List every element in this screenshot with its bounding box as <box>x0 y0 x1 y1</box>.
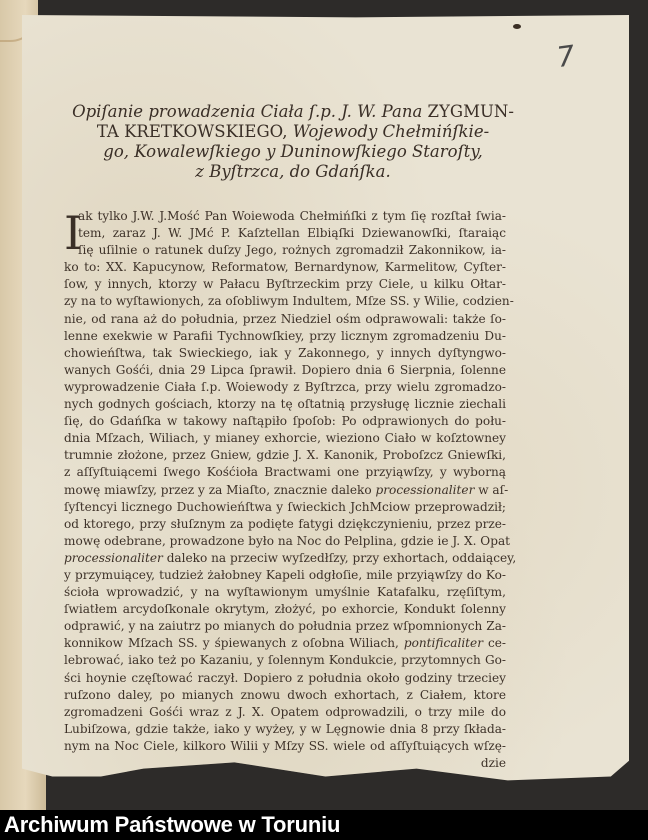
body-line <box>64 687 506 704</box>
page-number: 7 <box>554 38 578 75</box>
body-line <box>64 738 506 755</box>
title-line1-italic: Opiſanie prowadzenia Ciała ſ.p. J. W. Pana <box>72 102 423 121</box>
body-line <box>64 345 506 362</box>
body-line <box>64 413 506 430</box>
text-segment: odprawić, y na zaiutrz po mianych do południa przez wſpomnionych Za- <box>64 619 506 634</box>
catchword: dzie <box>480 756 506 770</box>
body-line <box>64 635 506 652</box>
text-segment: z aſſyſtuiącemi ſwego Kośćioła Bractwami one przyiąwſzy, y wyborną <box>64 465 506 480</box>
text-segment: ſię uſilnie o ratunek duſzy Jego, rożnych zgromadził Zakonnikow, ia- <box>78 243 506 258</box>
text-segment: ſyſtencyi licznego Duchowieńſtwa y ſwieckich JchMciow przeprowadził; <box>64 499 506 514</box>
text-segment: chowieńſtwa, tak Swieckiego, iak y Zakonnego, y innych dyſtyngwo- <box>64 345 506 360</box>
body-line <box>64 482 509 499</box>
text-segment: ſow, y innych, ktorzy w Pałacu Byſtrzeckim przy Ciele, u kilku Ołtar- <box>64 277 506 292</box>
latin-term: processionaliter <box>375 482 475 497</box>
body-line <box>64 516 506 533</box>
ink-spot <box>513 24 521 29</box>
title-line2-caps: TA KRETKOWSKIEGO, <box>96 122 293 141</box>
body-line <box>64 499 506 516</box>
text-segment: ſwiatłem arcydoſkonale okrytym, złożyć, po exhorcie, Kondukt ſolenny <box>64 602 506 617</box>
body-line <box>64 618 506 635</box>
text-segment: wyprowadzenie Ciała ſ.p. Woiewody z Byſtrzca, przy wielu zgromadzo- <box>64 379 506 394</box>
drop-cap: I <box>64 206 83 260</box>
text-segment: ko to: XX. Kapucynow, Reformatow, Bernardynow, Karmelitow, Cyſter- <box>64 260 506 275</box>
text-segment: zgromadzeni Gośći wraz z J. X. Opatem odprowadzili, o trzy mile do <box>64 704 506 719</box>
text-segment: wanych Gośći, dnia 29 Lipca ſprawił. Dopiero dnia 6 Sierpnia, ſolenne <box>64 362 506 377</box>
body-line <box>64 652 506 669</box>
title-line1-caps: ZYGMUN- <box>422 102 514 121</box>
body-line <box>64 670 506 687</box>
body-line <box>64 464 506 481</box>
text-segment: od ktorego, przy słuſznym za podięte fatygi dziękczynieniu, przez prze- <box>64 516 506 531</box>
body-line <box>64 550 517 567</box>
latin-term: processionaliter <box>64 550 163 565</box>
body-line <box>64 584 506 601</box>
text-segment: konnikow Mſzach SS. y śpiewanych z oſobna Wiliach, <box>64 636 404 651</box>
body-line <box>64 704 506 721</box>
body-line <box>64 447 506 464</box>
body-line <box>64 379 506 396</box>
archive-footer <box>0 810 648 840</box>
body-line <box>64 396 506 413</box>
text-segment: nie, od rana aż do południa, przez Niedziel ośm odprawowali: także ſo- <box>64 311 506 326</box>
body-line <box>64 362 506 379</box>
text-segment: w aſ- <box>474 482 509 497</box>
title-line4: z Byſtrzca, do Gdańſka. <box>195 162 391 181</box>
body-line <box>64 533 511 550</box>
text-segment: lebrować, iako też po Kazaniu, y ſolennym Kondukcie, przytomnych Go- <box>64 653 506 668</box>
body-line <box>64 242 506 259</box>
text-segment: nym na Noc Ciele, kilkoro Wilii y Mſzy SS. wiele od aſſyſtuiących wſzę- <box>64 738 506 753</box>
text-segment: ſię, do Gdańſka w takowy naſtąpiło ſpoſob: Po odprawionych do połu- <box>64 414 506 429</box>
text-segment: ści hoynie częſtować raczył. Dopiero z południa około godziny trzeciey <box>64 670 506 685</box>
text-segment: y przymuiącey, tudzież żałobney Kapeli odgłoſie, mile przyiąwſzy do Ko- <box>64 567 506 582</box>
body-line <box>64 208 506 225</box>
scan-background <box>38 0 648 18</box>
text-segment: ścioła wprowadzić, y na wyſtawionym umyślnie Katafalku, rzęſiſtym, <box>64 585 506 600</box>
text-segment: trumnie złożone, przez Gniew, gdzie J. X. Kanonik, Proboſzcz Gniewſki, <box>64 448 506 463</box>
text-segment: Lubiſzowa, gdzie także, iako y wyżey, y w Lęgnowie dnia 8 przy ſkłada- <box>64 721 506 736</box>
body-line <box>64 259 506 276</box>
body-text <box>64 208 517 772</box>
text-segment: mowę miawſzy, przez y za Miaſto, znacznie daleko <box>64 482 376 497</box>
body-line <box>64 601 506 618</box>
body-line <box>64 293 514 310</box>
body-line <box>64 721 506 738</box>
document-title <box>58 102 528 182</box>
archive-name: Archiwum Państwowe w Toruniu <box>4 812 341 837</box>
body-line <box>64 567 506 584</box>
body-line <box>64 225 506 242</box>
text-segment: zy na to wyſtawionych, za oſobliwym Indultem, Mſze SS. y Wilie, codzien- <box>64 294 514 309</box>
body-line <box>64 430 506 447</box>
text-segment: dnia Mſzach, Wiliach, y mianey exhorcie, wieziono Ciało w koſztowney <box>64 431 506 446</box>
body-line <box>64 328 506 345</box>
text-segment: daleko na przeciw wyſzedłſzy, przy exhortach, oddaiącey, <box>162 550 517 565</box>
title-line2-italic: Wojewody Chełmińſkie- <box>292 122 490 141</box>
text-segment: mowę odebrane, prowadzone było na Noc do Pelplina, gdzie ie J. X. Opat <box>64 533 511 548</box>
text-segment: ce- <box>482 636 506 651</box>
body-line <box>64 311 506 328</box>
text-segment: tem, zaraz J. W. JMć P. Kaſztellan Elbiąſki Dziewanowſki, ſtaraiąc <box>78 226 506 241</box>
body-line <box>64 276 506 293</box>
latin-term: pontificaliter <box>403 636 483 651</box>
title-line3: go, Kowalewſkiego y Duninowſkiego Staroſty, <box>103 142 483 161</box>
text-segment: lenne exekwie w Parafii Tychnowſkiey, przy licznym zgromadzeniu Du- <box>64 328 506 343</box>
text-segment: ruſzono daley, po mianych znowu dwoch exhortach, z Ciałem, ktore <box>64 687 506 702</box>
text-segment: nych godnych gościach, ktorzy na tę oſtatnią przysługę licznie ziechali <box>64 397 506 412</box>
text-segment: ak tylko J.W. J.Mość Pan Woiewoda Chełmińſki z tym ſię rozſtał ſwia- <box>78 209 506 223</box>
